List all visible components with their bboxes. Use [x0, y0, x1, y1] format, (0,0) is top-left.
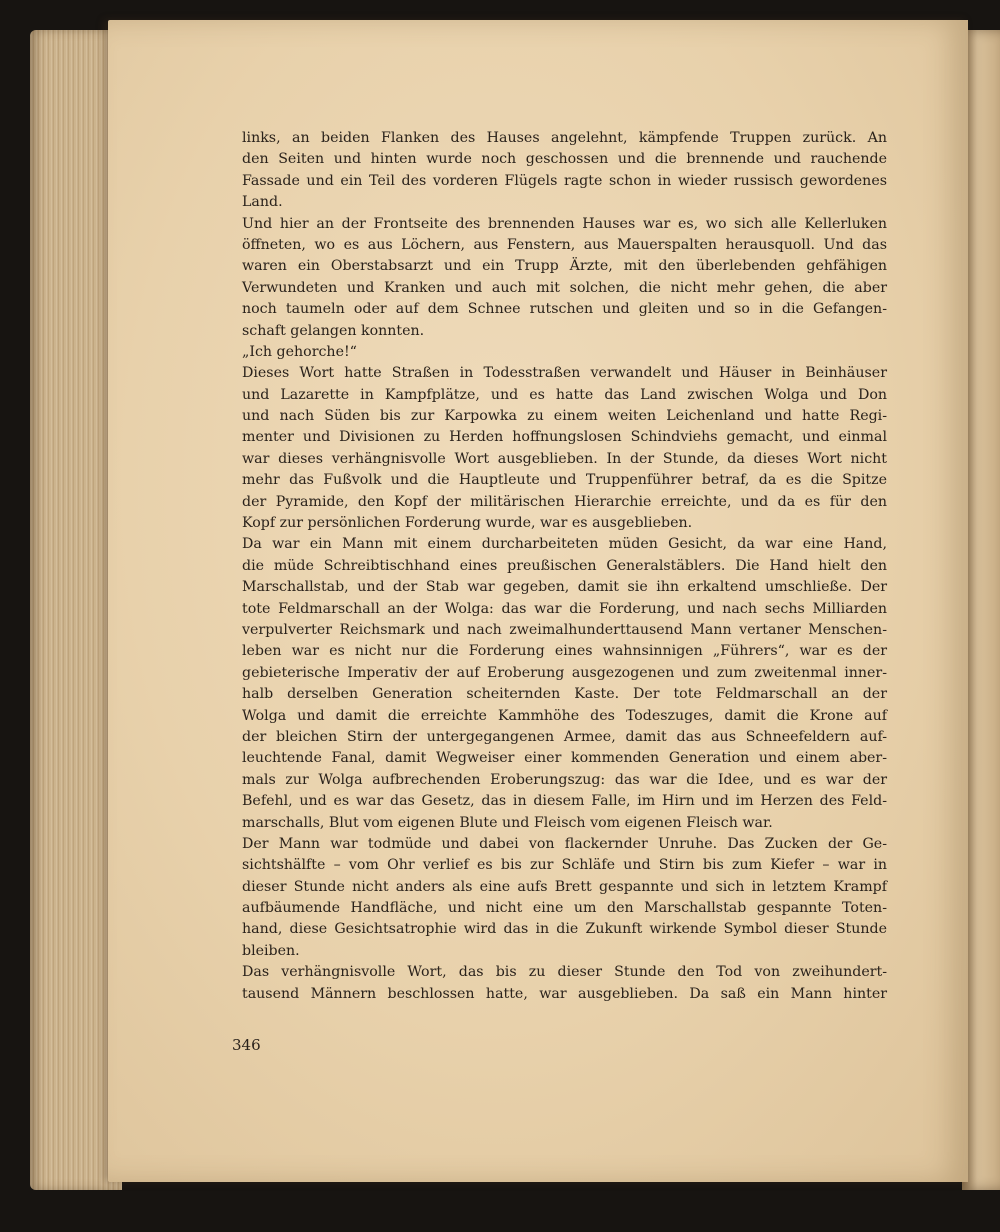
text-line: mehr das Fußvolk und die Hauptleute und Truppenführer betraf, da es die Spitze [242, 472, 887, 489]
text-line: halb derselben Generation scheiternden Kaste. Der tote Feldmarschall an der [242, 686, 887, 703]
text-line: Wolga und damit die erreichte Kammhöhe des Todeszuges, damit die Krone auf [242, 707, 887, 724]
text-line: öffneten, wo es aus Löchern, aus Fenstern, aus Mauerspalten herausquoll. Und das [242, 236, 887, 253]
text-line: sichtshälfte – vom Ohr verlief es bis zur Schläfe und Stirn bis zum Kiefer – war in [242, 857, 887, 874]
text-line: noch taumeln oder auf dem Schnee rutschen und gleiten und so in die Gefangen- [242, 301, 887, 318]
text-line: tausend Männern beschlossen hatte, war ausgeblieben. Da saß ein Mann hinter [242, 985, 887, 1002]
text-line: Das verhängnisvolle Wort, das bis zu dieser Stunde den Tod von zweihundert- [242, 964, 887, 981]
text-line: die müde Schreibtischhand eines preußischen Generalstäblers. Die Hand hielt den [242, 557, 887, 574]
text-line: der Pyramide, den Kopf der militärischen Hierarchie erreichte, und da es für den [242, 493, 887, 510]
text-line: leben war es nicht nur die Forderung eines wahnsinnigen „Führers“, war es der [242, 643, 887, 660]
text-line: menter und Divisionen zu Herden hoffnungslosen Schindviehs gemacht, und einmal [242, 429, 887, 446]
text-line: gebieterische Imperativ der auf Eroberung ausgezogenen und zum zweitenmal inner- [242, 664, 887, 681]
page-number: 346 [232, 1036, 261, 1054]
text-line: Fassade und ein Teil des vorderen Flügels ragte schon in wieder russisch gewordenes [242, 172, 887, 189]
text-line: links, an beiden Flanken des Hauses angelehnt, kämpfende Truppen zurück. An [242, 130, 887, 146]
text-line: Kopf zur persönlichen Forderung wurde, war es ausgeblieben. [242, 515, 693, 532]
text-line: marschalls, Blut vom eigenen Blute und Fleisch vom eigenen Fleisch war. [242, 814, 773, 831]
body-text [242, 128, 887, 1005]
text-line: war dieses verhängnisvolle Wort ausgeblieben. In der Stunde, da dieses Wort nicht [242, 450, 887, 467]
text-line: den Seiten und hinten wurde noch geschossen und die brennende und rauchende [242, 151, 887, 168]
text-line: und nach Süden bis zur Karpowka zu einem weiten Leichenland und hatte Regi- [242, 408, 887, 425]
text-line: waren ein Oberstabsarzt und ein Trupp Ärzte, mit den überlebenden gehfähigen [242, 258, 887, 275]
text-line: leuchtende Fanal, damit Wegweiser einer kommenden Generation und einem aber- [242, 750, 887, 767]
text-line: mals zur Wolga aufbrechenden Eroberungszug: das war die Idee, und es war der [242, 771, 887, 788]
text-line: Der Mann war todmüde und dabei von flackernder Unruhe. Das Zucken der Ge- [242, 835, 887, 852]
text-line: „Ich gehorche!“ [242, 343, 357, 360]
text-line: Und hier an der Frontseite des brennenden Hauses war es, wo sich alle Kellerluken [242, 215, 887, 232]
text-line: Dieses Wort hatte Straßen in Todesstraßen verwandelt und Häuser in Beinhäuser [242, 365, 887, 382]
text-line: bleiben. [242, 942, 300, 959]
text-line: schaft gelangen konnten. [242, 322, 425, 339]
text-line: verpulverter Reichsmark und nach zweimalhunderttausend Mann vertaner Menschen- [242, 621, 887, 638]
text-line: Land. [242, 194, 283, 211]
text-line: der bleichen Stirn der untergegangenen Armee, damit das aus Schneefeldern auf- [242, 728, 887, 745]
text-line: aufbäumende Handfläche, und nicht eine um den Marschallstab gespannte Toten- [242, 900, 887, 917]
text-line: und Lazarette in Kampfplätze, und es hatte das Land zwischen Wolga und Don [242, 386, 887, 403]
text-line: tote Feldmarschall an der Wolga: das war die Forderung, und nach sechs Milliarden [242, 600, 887, 617]
text-line: Da war ein Mann mit einem durcharbeiteten müden Gesicht, da war eine Hand, [242, 536, 887, 553]
text-line: Marschallstab, und der Stab war gegeben, damit sie ihn erkaltend umschließe. Der [242, 579, 887, 596]
text-line: Befehl, und es war das Gesetz, das in diesem Falle, im Hirn und im Herzen des Feld- [242, 793, 887, 810]
text-line: Verwundeten und Kranken und auch mit solchen, die nicht mehr gehen, die aber [242, 279, 887, 296]
text-line: dieser Stunde nicht anders als eine aufs Brett gespannte und sich in letztem Krampf [242, 878, 887, 895]
text-line: hand, diese Gesichtsatrophie wird das in die Zukunft wirkende Symbol dieser Stunde [242, 921, 887, 938]
